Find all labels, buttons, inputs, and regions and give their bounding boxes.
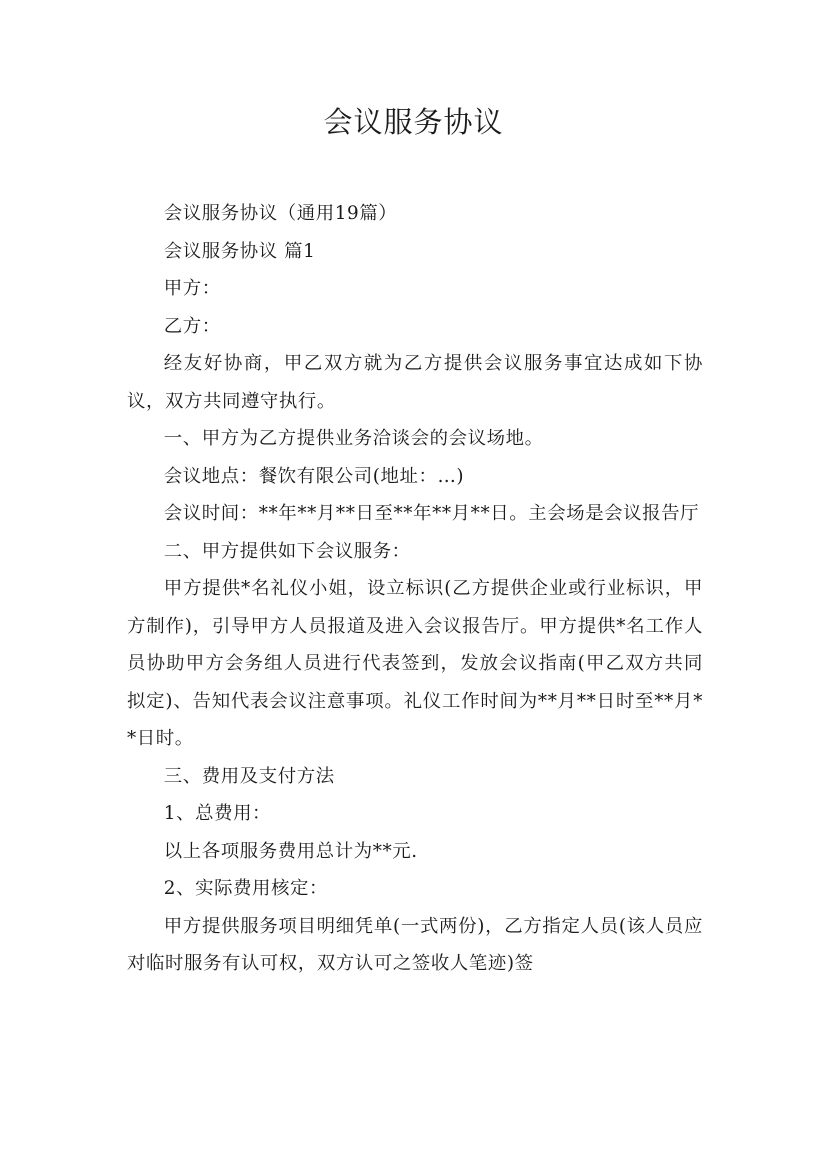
paragraph-section-heading: 会议服务协议 篇1	[163, 240, 316, 262]
document-body	[127, 195, 703, 983]
paragraph-time: 会议时间：**年**月**日至**年**月**日。主会场是会议报告厅	[163, 503, 700, 524]
paragraph-total-cost: 以上各项服务费用总计为**元.	[163, 840, 418, 862]
paragraph-venue: 会议地点：餐饮有限公司(地址：…)	[163, 465, 465, 487]
paragraph-actual-cost-heading: 2、实际费用核定：	[163, 878, 329, 899]
paragraph-clause-1: 一、甲方为乙方提供业务洽谈会的会议场地。	[163, 428, 544, 449]
paragraph-actual-cost: 甲方提供服务项目明细凭单(一式两份)，乙方指定人员(该人员应对临时服务有认可权，双方认可之签收人笔迹)签	[127, 915, 703, 974]
paragraph-subtitle: 会议服务协议（通用19篇）	[163, 203, 398, 224]
paragraph-total-cost-heading: 1、总费用：	[163, 803, 272, 824]
paragraph-clause-2: 二、甲方提供如下会议服务：	[163, 540, 411, 562]
document-title: 会议服务协议	[323, 105, 504, 139]
paragraph-preamble: 经友好协商，甲乙双方就为乙方提供会议服务事宜达成如下协议，双方共同遵守执行。	[127, 353, 703, 412]
paragraph-clause-3: 三、费用及支付方法	[163, 765, 335, 787]
paragraph-services: 甲方提供*名礼仪小姐，设立标识(乙方提供企业或行业标识，甲方制作)，引导甲方人员报道及进入会议报告厅。甲方提供*名工作人员协助甲方会务组人员进行代表签到，发放会议指南(甲乙双方共同拟定)、告知代表会议注意事项。礼仪工作时间为**月**日时至**月**日时。	[127, 578, 703, 749]
paragraph-party-b: 乙方：	[163, 315, 221, 337]
paragraph-party-a: 甲方：	[163, 278, 221, 299]
